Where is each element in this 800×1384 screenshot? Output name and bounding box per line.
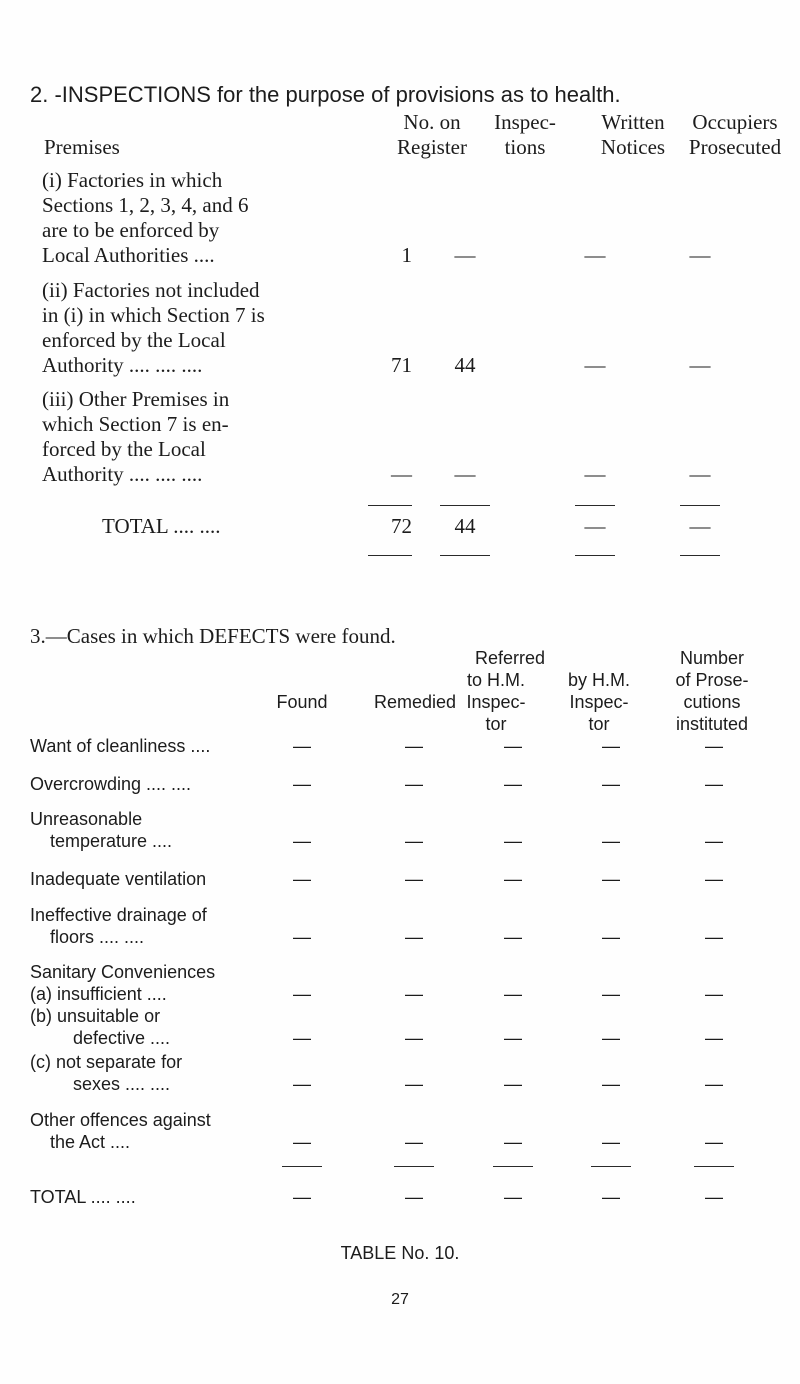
row-ii-register: 71	[391, 353, 412, 377]
defect-unsuitable-label-1: (b) unsuitable or	[30, 1006, 161, 1026]
defect-overcrowding-prosecutions: —	[705, 774, 723, 794]
defect-separate-to-hm: —	[504, 1074, 522, 1094]
total-rule-bottom	[440, 555, 490, 556]
header-number-3: cutions	[683, 692, 741, 712]
defect-drainage-prosecutions: —	[705, 927, 723, 947]
header-remedied: Remedied	[373, 692, 457, 712]
defect-overcrowding-found: —	[293, 774, 311, 794]
defect-separate-by-hm: —	[602, 1074, 620, 1094]
defect-ventilation-by-hm: —	[602, 869, 620, 889]
defect-separate-remedied: —	[405, 1074, 423, 1094]
defect-cleanliness-remedied: —	[405, 736, 423, 756]
defect-unsuitable-prosecutions: —	[705, 1028, 723, 1048]
section-3-title: 3.—Cases in which DEFECTS were found.	[30, 624, 396, 648]
defects-total-rule	[591, 1166, 631, 1167]
defect-insufficient-remedied: —	[405, 984, 423, 1004]
total-rule-bottom	[680, 555, 720, 556]
section-2-total-label: TOTAL .... ....	[102, 514, 221, 538]
section-3-total-prosecutions: —	[705, 1187, 723, 1207]
defect-temperature-label-1: Unreasonable	[30, 809, 143, 829]
header-premises: Premises	[44, 135, 120, 159]
total-rule-bottom	[575, 555, 615, 556]
defect-cleanliness-prosecutions: —	[705, 736, 723, 756]
row-i-register: 1	[401, 243, 412, 267]
defect-insufficient-label: (a) insufficient ....	[30, 984, 167, 1004]
section-3-total-to-hm: —	[504, 1187, 522, 1207]
defect-other-label-2: the Act ....	[50, 1132, 131, 1152]
header-notices-1: Written	[601, 110, 665, 134]
header-by-hm-3: tor	[588, 714, 610, 734]
header-inspections-2: tions	[504, 135, 546, 159]
header-occupiers-1: Occupiers	[692, 110, 778, 134]
sanitary-conveniences-heading: Sanitary Conveniences	[30, 962, 216, 982]
header-to-hm-1: to H.M.	[466, 670, 525, 690]
row-ii-line-1: (ii) Factories not included	[42, 278, 260, 302]
defect-ventilation-remedied: —	[405, 869, 423, 889]
section-2-total-register: 72	[391, 514, 412, 538]
header-by-hm-2: Inspec-	[569, 692, 629, 712]
header-to-hm-2: Inspec-	[466, 692, 526, 712]
defect-drainage-by-hm: —	[602, 927, 620, 947]
header-occupiers-2: Prosecuted	[688, 135, 782, 159]
defect-other-found: —	[293, 1132, 311, 1152]
defect-ventilation-prosecutions: —	[705, 869, 723, 889]
row-iii-line-2: which Section 7 is en-	[42, 412, 229, 436]
defect-ventilation-to-hm: —	[504, 869, 522, 889]
section-2-total-prosecuted: —	[689, 514, 711, 538]
row-iii-notices: —	[584, 462, 606, 486]
defect-overcrowding-label: Overcrowding .... ....	[30, 774, 192, 794]
defect-separate-label-2: sexes .... ....	[73, 1074, 171, 1094]
defect-cleanliness-to-hm: —	[504, 736, 522, 756]
defect-overcrowding-to-hm: —	[504, 774, 522, 794]
section-3-total-by-hm: —	[602, 1187, 620, 1207]
row-iii-line-1: (iii) Other Premises in	[42, 387, 230, 411]
defect-overcrowding-remedied: —	[405, 774, 423, 794]
defect-cleanliness-found: —	[293, 736, 311, 756]
defects-total-rule	[282, 1166, 322, 1167]
defect-drainage-remedied: —	[405, 927, 423, 947]
defect-other-to-hm: —	[504, 1132, 522, 1152]
defects-total-rule	[694, 1166, 734, 1167]
header-inspections-1: Inspec-	[494, 110, 556, 134]
defect-drainage-label-2: floors .... ....	[50, 927, 145, 947]
header-register-1: No. on	[403, 110, 461, 134]
header-to-hm-3: tor	[485, 714, 507, 734]
defect-drainage-found: —	[293, 927, 311, 947]
row-ii-line-3: enforced by the Local	[42, 328, 226, 352]
defect-insufficient-by-hm: —	[602, 984, 620, 1004]
defects-total-rule	[394, 1166, 434, 1167]
defect-drainage-label-1: Ineffective drainage of	[30, 905, 207, 925]
row-ii-line-2: in (i) in which Section 7 is	[42, 303, 265, 327]
row-iii-prosecuted: —	[689, 462, 711, 486]
defect-drainage-to-hm: —	[504, 927, 522, 947]
row-ii-prosecuted: —	[689, 353, 711, 377]
defect-temperature-prosecutions: —	[705, 831, 723, 851]
defect-other-by-hm: —	[602, 1132, 620, 1152]
defect-temperature-by-hm: —	[602, 831, 620, 851]
defect-cleanliness-by-hm: —	[602, 736, 620, 756]
defect-other-remedied: —	[405, 1132, 423, 1152]
defect-unsuitable-to-hm: —	[504, 1028, 522, 1048]
defect-unsuitable-by-hm: —	[602, 1028, 620, 1048]
defect-other-label-1: Other offences against	[30, 1110, 211, 1130]
page-number: 27	[391, 1291, 409, 1308]
defect-other-prosecutions: —	[705, 1132, 723, 1152]
section-3-total-found: —	[293, 1187, 311, 1207]
header-by-hm-1: by H.M.	[567, 670, 630, 690]
row-i-prosecuted: —	[689, 243, 711, 267]
defect-unsuitable-remedied: —	[405, 1028, 423, 1048]
table-caption: TABLE No. 10.	[340, 1243, 460, 1263]
header-referred: Referred	[474, 648, 546, 668]
header-number-4: instituted	[675, 714, 749, 734]
section-2-title: 2. -INSPECTIONS for the purpose of provisions as to health.	[30, 82, 621, 107]
defect-separate-found: —	[293, 1074, 311, 1094]
header-register-2: Register	[397, 135, 467, 159]
row-i-line-4: Local Authorities ....	[42, 243, 215, 267]
defect-overcrowding-by-hm: —	[602, 774, 620, 794]
defect-insufficient-found: —	[293, 984, 311, 1004]
row-i-inspections: —	[454, 243, 476, 267]
header-notices-2: Notices	[600, 135, 666, 159]
defect-insufficient-prosecutions: —	[705, 984, 723, 1004]
total-rule-bottom	[368, 555, 412, 556]
row-i-notices: —	[584, 243, 606, 267]
section-2-total-inspections: 44	[454, 514, 476, 538]
row-i-line-3: are to be enforced by	[42, 218, 220, 242]
defect-temperature-label-2: temperature ....	[50, 831, 173, 851]
total-rule-top	[680, 505, 720, 506]
defect-temperature-found: —	[293, 831, 311, 851]
row-ii-notices: —	[584, 353, 606, 377]
defects-total-rule	[493, 1166, 533, 1167]
row-i-line-1: (i) Factories in which	[42, 168, 223, 192]
section-3-total-label: TOTAL .... ....	[30, 1187, 136, 1207]
header-number-2: of Prose-	[675, 670, 749, 690]
row-iii-line-4: Authority .... .... ....	[42, 462, 203, 486]
defect-separate-label-1: (c) not separate for	[30, 1052, 183, 1072]
defect-temperature-remedied: —	[405, 831, 423, 851]
header-found: Found	[276, 692, 328, 712]
row-i-line-2: Sections 1, 2, 3, 4, and 6	[42, 193, 249, 217]
defect-ventilation-label: Inadequate ventilation	[30, 869, 207, 889]
defect-temperature-to-hm: —	[504, 831, 522, 851]
defect-ventilation-found: —	[293, 869, 311, 889]
row-iii-inspections: —	[454, 462, 476, 486]
section-3-total-remedied: —	[405, 1187, 423, 1207]
header-number-1: Number	[679, 648, 745, 668]
defect-unsuitable-found: —	[293, 1028, 311, 1048]
total-rule-top	[575, 505, 615, 506]
row-ii-line-4: Authority .... .... ....	[42, 353, 203, 377]
defect-cleanliness-label: Want of cleanliness ....	[30, 736, 211, 756]
row-iii-register: —	[391, 462, 412, 486]
defect-insufficient-to-hm: —	[504, 984, 522, 1004]
row-iii-line-3: forced by the Local	[42, 437, 206, 461]
total-rule-top	[368, 505, 412, 506]
defect-unsuitable-label-2: defective ....	[73, 1028, 171, 1048]
section-2-total-notices: —	[584, 514, 606, 538]
row-ii-inspections: 44	[454, 353, 476, 377]
defect-separate-prosecutions: —	[705, 1074, 723, 1094]
total-rule-top	[440, 505, 490, 506]
